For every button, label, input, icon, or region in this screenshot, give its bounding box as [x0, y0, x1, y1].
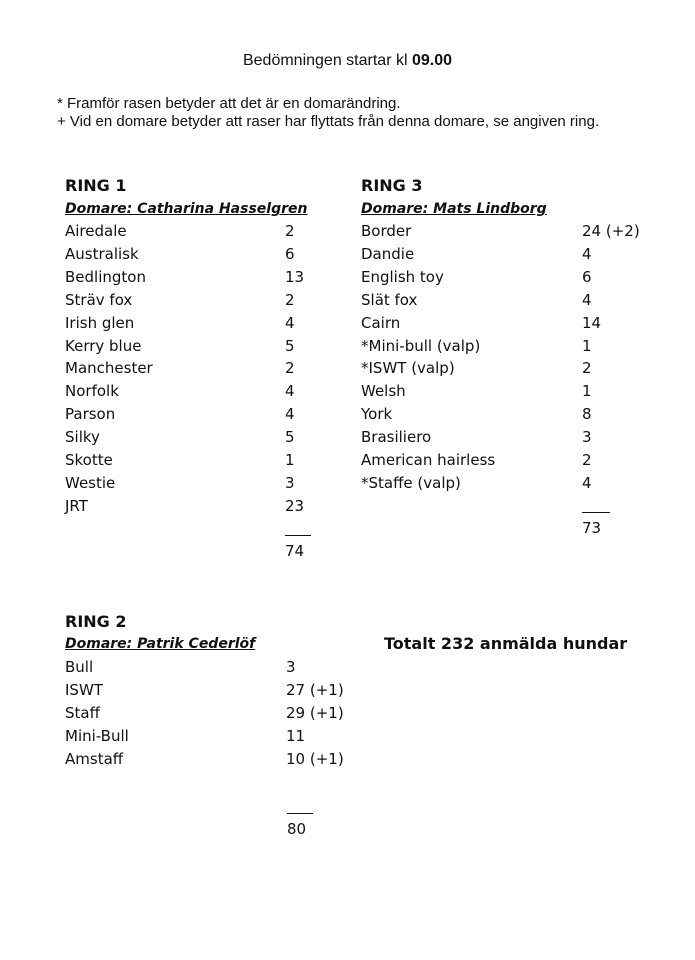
table-row — [65, 472, 365, 495]
breed-name: Irish glen — [65, 313, 135, 332]
breed-name: Airedale — [65, 222, 127, 240]
grand-total: Totalt 232 anmälda hundar — [384, 634, 628, 653]
entry-count: 4 — [285, 382, 295, 401]
ring3-title: RING 3 — [361, 176, 423, 195]
entry-count: 27 (+1) — [286, 680, 344, 699]
entry-count: 2 — [582, 359, 592, 378]
ring1-sum-line — [285, 535, 311, 536]
note-moved-breeds: + Vid en domare betyder att raser har flyttats från denna domare, se angiven ring. — [57, 112, 600, 130]
breed-name: Amstaff — [65, 749, 124, 768]
entry-count: 13 — [285, 267, 305, 286]
ring1-title: RING 1 — [65, 176, 127, 195]
breed-name: Parson — [65, 405, 116, 424]
page-title — [0, 52, 695, 70]
breed-name: Slät fox — [361, 290, 418, 309]
breed-name: Kerry blue — [65, 336, 142, 355]
entry-count: 4 — [582, 290, 592, 309]
ring3-sum-line — [582, 512, 610, 513]
ring2-total: 80 — [287, 820, 307, 838]
breed-name: Brasiliero — [361, 428, 432, 447]
table-row — [65, 243, 365, 266]
table-row — [361, 380, 661, 403]
breed-name: Norfolk — [65, 382, 119, 401]
entry-count: 4 — [285, 313, 295, 332]
table-row — [65, 656, 365, 679]
entry-count: 2 — [582, 451, 592, 469]
title-time: 09.00 — [411, 52, 453, 69]
entry-count: 5 — [285, 336, 295, 355]
table-row — [361, 266, 661, 289]
table-row — [65, 335, 365, 358]
table-row — [361, 357, 661, 380]
ring2-title: RING 2 — [65, 612, 127, 631]
ring2-judge: Domare: Patrik Cederlöf — [65, 636, 256, 652]
breed-name: Cairn — [361, 313, 401, 332]
entry-count: 1 — [582, 336, 592, 355]
table-row — [361, 289, 661, 312]
breed-name: Manchester — [65, 359, 153, 378]
breed-name: ISWT — [65, 680, 103, 699]
table-row — [65, 403, 365, 426]
entry-count: 1 — [285, 451, 295, 469]
entry-count: 24 (+2) — [582, 222, 640, 240]
breed-name: Skotte — [65, 451, 113, 469]
breed-name: American hairless — [361, 451, 496, 469]
breed-name: Westie — [65, 473, 116, 492]
breed-name: Australisk — [65, 244, 139, 263]
entry-count: 3 — [582, 428, 592, 447]
ring3-total: 73 — [582, 519, 602, 537]
entry-count: 2 — [285, 290, 295, 309]
table-row — [361, 243, 661, 266]
table-row — [361, 403, 661, 426]
table-row — [65, 312, 365, 335]
entry-count: 4 — [285, 405, 295, 424]
entry-count: 14 — [582, 313, 602, 332]
entry-count: 1 — [582, 382, 592, 401]
breed-name: English toy — [361, 267, 444, 286]
table-row — [361, 449, 661, 472]
table-row — [361, 472, 661, 495]
table-row — [65, 748, 365, 771]
table-row — [361, 312, 661, 335]
ring1-judge: Domare: Catharina Hasselgren — [65, 201, 308, 217]
table-row — [361, 220, 661, 243]
ring3-judge: Domare: Mats Lindborg — [361, 201, 547, 217]
breed-name: *ISWT (valp) — [361, 359, 455, 378]
breed-name: Welsh — [361, 382, 406, 401]
entry-count: 2 — [285, 359, 295, 378]
table-row — [361, 426, 661, 449]
breed-name: Sträv fox — [65, 290, 133, 309]
entry-count: 10 (+1) — [286, 749, 344, 768]
entry-count: 3 — [286, 658, 296, 676]
entry-count: 8 — [582, 405, 592, 424]
table-row — [361, 335, 661, 358]
entry-count: 29 (+1) — [286, 703, 344, 722]
breed-name: Silky — [65, 428, 100, 447]
table-row — [65, 426, 365, 449]
entry-count: 3 — [285, 473, 295, 492]
entry-count: 6 — [582, 267, 592, 286]
ring1-total: 74 — [285, 542, 305, 560]
table-row — [65, 380, 365, 403]
entry-count: 11 — [286, 726, 306, 745]
breed-name: York — [361, 405, 393, 424]
entry-count: 23 — [285, 496, 305, 515]
title-prefix: Bedömningen startar kl — [242, 52, 408, 69]
table-row — [65, 357, 365, 380]
table-row — [65, 266, 365, 289]
breed-name: Staff — [65, 703, 100, 722]
table-row — [65, 449, 365, 472]
table-row — [65, 495, 365, 518]
breed-name: Mini-Bull — [65, 726, 129, 745]
breed-name: Bull — [65, 658, 94, 676]
table-row — [65, 289, 365, 312]
table-row — [65, 702, 365, 725]
entry-count: 5 — [285, 428, 295, 447]
breed-name: Border — [361, 222, 412, 240]
entry-count: 4 — [582, 244, 592, 263]
ring2-sum-line — [287, 813, 313, 814]
entry-count: 6 — [285, 244, 295, 263]
breed-name: JRT — [65, 496, 88, 515]
entry-count: 4 — [582, 473, 592, 492]
note-judge-change: * Framför rasen betyder att det är en domarändring. — [57, 95, 401, 112]
breed-name: Bedlington — [65, 267, 146, 286]
entry-count: 2 — [285, 222, 295, 240]
notes — [57, 95, 647, 130]
breed-name: *Staffe (valp) — [361, 473, 461, 492]
breed-name: *Mini-bull (valp) — [361, 336, 481, 355]
table-row — [65, 220, 365, 243]
table-row — [65, 679, 365, 702]
table-row — [65, 725, 365, 748]
breed-name: Dandie — [361, 244, 415, 263]
